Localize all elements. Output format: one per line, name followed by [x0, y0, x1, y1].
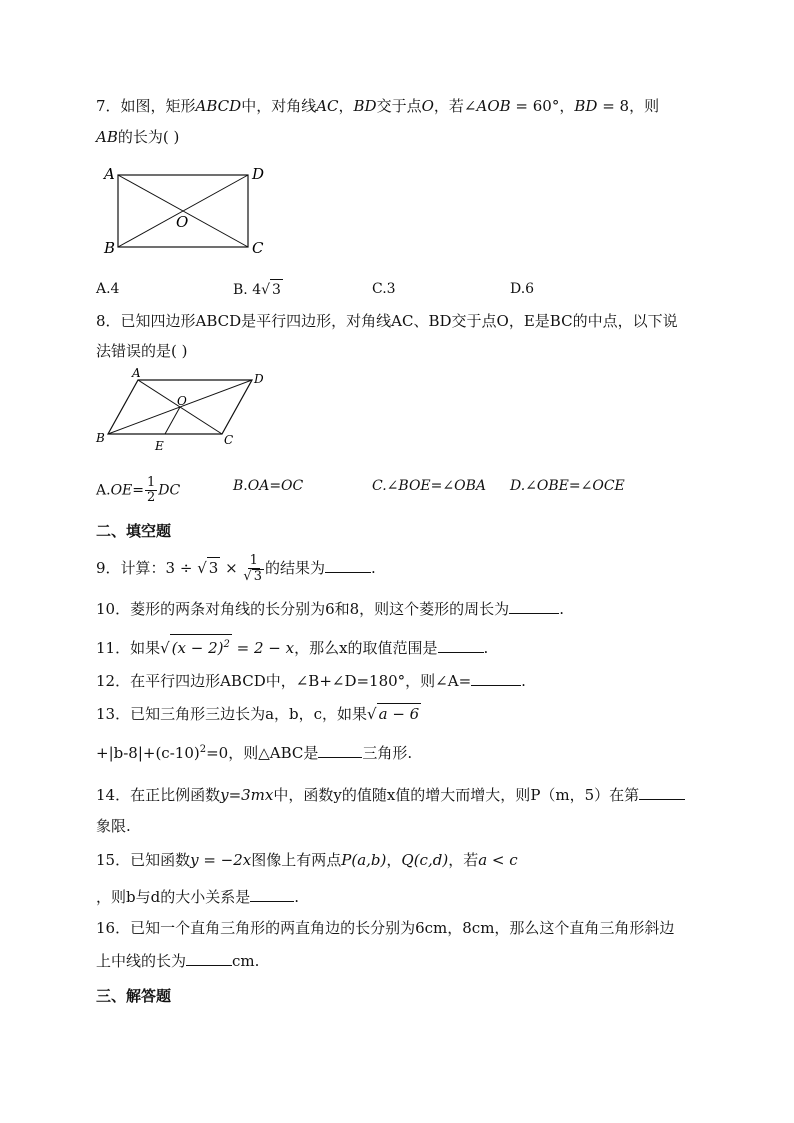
option-text: C.3 — [372, 281, 396, 297]
label-a: A — [132, 368, 141, 380]
q7-var: AC — [316, 97, 339, 115]
q9-text: 9．计算：3 ÷ — [96, 559, 198, 577]
q7-text: 的长为( ) — [117, 128, 180, 146]
section-heading-fill-in: 二、填空题 — [96, 522, 172, 540]
q15-text: ， — [386, 851, 402, 869]
segment-oe — [165, 407, 180, 434]
q9-text: . — [371, 559, 376, 577]
exponent: 2 — [199, 744, 207, 755]
radicand: 3 — [270, 279, 283, 300]
q7-var: AB — [96, 128, 118, 146]
label-a: A — [104, 165, 115, 183]
q7-var: AOB — [476, 97, 511, 115]
option-text: D.∠OBE=∠OCE — [510, 478, 625, 494]
option-text: A. — [96, 482, 111, 499]
q15-text: 15．已知函数 — [96, 851, 191, 869]
q16-line2 — [96, 950, 259, 971]
fraction — [243, 554, 264, 584]
q7-line2 — [96, 127, 179, 147]
q15-text: 图像上有两点 — [251, 851, 342, 869]
q10-text: . — [559, 600, 564, 618]
q7-text: ，若∠ — [433, 97, 477, 115]
radical-sign: √ — [261, 282, 271, 298]
q7-text: ， — [338, 97, 354, 115]
answer-blank[interactable] — [250, 886, 294, 902]
q9-text: × — [220, 559, 243, 577]
q8-line1 — [96, 311, 678, 331]
q7-option-a[interactable] — [96, 279, 119, 299]
q15-var: P(a,b) — [341, 851, 387, 869]
radicand: 3 — [208, 559, 219, 577]
q7-var: BD — [353, 97, 377, 115]
q7-rectangle-figure — [96, 160, 276, 260]
denominator: 2 — [147, 490, 156, 505]
label-c: C — [224, 433, 234, 447]
q11-text: 11．如果 — [96, 639, 161, 657]
q13-line1 — [96, 703, 421, 724]
q7-var: O — [421, 97, 434, 115]
q7-text: 7．如图，矩形 — [96, 97, 196, 115]
radical-sign: √ — [243, 569, 252, 584]
q14-line1 — [96, 784, 685, 805]
q16-text: 16．已知一个直角三角形的两直角边的长分别为6cm，8cm，那么这个直角三角形斜边 — [96, 919, 675, 937]
q12-line — [96, 670, 526, 691]
numerator: 1 — [147, 475, 156, 490]
option-text: B. 4 — [233, 282, 262, 298]
option-text: D.6 — [510, 281, 535, 297]
q7-var: ABCD — [195, 97, 242, 115]
q7-var: BD — [574, 97, 598, 115]
q14-text: P（m，5）在第 — [530, 786, 640, 804]
q10-text: 10．菱形的两条对角线的长分别为6和8，则这个菱形的周长为 — [96, 600, 510, 618]
label-e: E — [155, 439, 164, 453]
label-o: O — [176, 213, 189, 231]
radical-sign: √ — [367, 705, 377, 723]
radicand: 3 — [253, 569, 262, 584]
section-heading-solve: 三、解答题 — [96, 987, 172, 1005]
q11-text: . — [483, 639, 489, 657]
q11-line — [96, 634, 488, 658]
q14-text: 中，函数y的值随x值的增大而增大，则 — [273, 786, 531, 804]
option-text: A.4 — [96, 281, 120, 297]
radicand: a − 6 — [378, 705, 420, 723]
q8-option-a[interactable] — [96, 476, 180, 505]
q10-line — [96, 598, 564, 619]
q7-text: = 8，则 — [597, 97, 660, 115]
q16-text: 上中线的长为 — [96, 952, 187, 970]
q16-line1 — [96, 918, 674, 938]
q7-text: = 60°， — [510, 97, 575, 115]
q15-line2 — [96, 886, 299, 907]
label-o: O — [177, 394, 187, 408]
answer-blank[interactable] — [186, 950, 232, 966]
numerator: 1 — [249, 553, 258, 568]
answer-blank[interactable] — [471, 670, 521, 686]
option-text: = — [132, 482, 144, 499]
radical-sign: √ — [160, 639, 170, 657]
q8-option-b[interactable] — [233, 476, 303, 496]
q16-text: cm. — [232, 952, 260, 970]
denominator — [243, 569, 264, 584]
q13-text: =0，则△ABC是 — [206, 744, 319, 762]
q8-text: 法错误的是( ) — [96, 342, 188, 360]
q13-text: 13．已知三角形三边长为a，b，c，如果 — [96, 705, 368, 723]
option-text: B.OA=OC — [233, 478, 304, 494]
exponent: 2 — [223, 639, 230, 650]
q15-line1 — [96, 850, 518, 870]
radicand-base: (x − 2) — [171, 639, 224, 657]
answer-blank[interactable] — [639, 784, 685, 800]
option-var: DC — [158, 482, 181, 499]
q11-text: ，那么x的取值范围是 — [294, 639, 438, 657]
q12-text: . — [521, 672, 526, 690]
answer-blank[interactable] — [509, 598, 559, 614]
option-var: OE — [110, 482, 133, 499]
q8-text: 8．已知四边形ABCD是平行四边形，对角线AC、BD交于点O，E是BC的中点，以下说 — [96, 312, 678, 330]
option-text: C.∠BOE=∠OBA — [372, 478, 486, 494]
q15-var: Q(c,d) — [401, 851, 449, 869]
q8-option-c[interactable] — [372, 476, 486, 496]
label-b: B — [96, 431, 105, 445]
q8-line2 — [96, 341, 187, 361]
q15-text: ，若 — [448, 851, 479, 869]
q7-option-b[interactable] — [233, 279, 283, 300]
label-b: B — [104, 239, 116, 257]
q14-var: y=3mx — [220, 786, 274, 804]
q7-text: 交于点 — [376, 97, 422, 115]
q15-text: . — [294, 888, 299, 906]
q9-text: 的结果为 — [265, 559, 326, 577]
radical-sign: √ — [197, 559, 207, 577]
radicand — [170, 634, 232, 658]
q7-line1 — [96, 96, 659, 116]
label-d: D — [254, 372, 264, 386]
q15-var: y = −2x — [190, 851, 252, 869]
q8-parallelogram-figure — [92, 368, 272, 458]
q13-text: 三角形. — [362, 744, 413, 762]
label-d: D — [252, 165, 265, 183]
q13-line2 — [96, 740, 412, 763]
answer-blank[interactable] — [318, 742, 362, 758]
label-c: C — [252, 239, 264, 257]
q15-text: ，则b与d的大小关系是 — [96, 888, 251, 906]
q9-line — [96, 554, 376, 584]
q12-text: 12．在平行四边形ABCD中，∠B+∠D=180°，则∠A= — [96, 672, 472, 690]
q8-option-d[interactable] — [510, 476, 625, 496]
q15-var: a < c — [478, 851, 518, 869]
answer-blank[interactable] — [325, 557, 371, 573]
q7-option-c[interactable] — [372, 279, 396, 299]
q14-line2 — [96, 816, 131, 836]
fraction — [145, 476, 157, 505]
q7-text: 中，对角线 — [241, 97, 317, 115]
q13-text: +|b-8|+(c-10) — [96, 744, 200, 762]
answer-blank[interactable] — [438, 637, 484, 653]
q11-text: = 2 − x — [231, 639, 295, 657]
q14-text: 14．在正比例函数 — [96, 786, 221, 804]
q14-text: 象限. — [96, 817, 131, 835]
q7-option-d[interactable] — [510, 279, 534, 299]
